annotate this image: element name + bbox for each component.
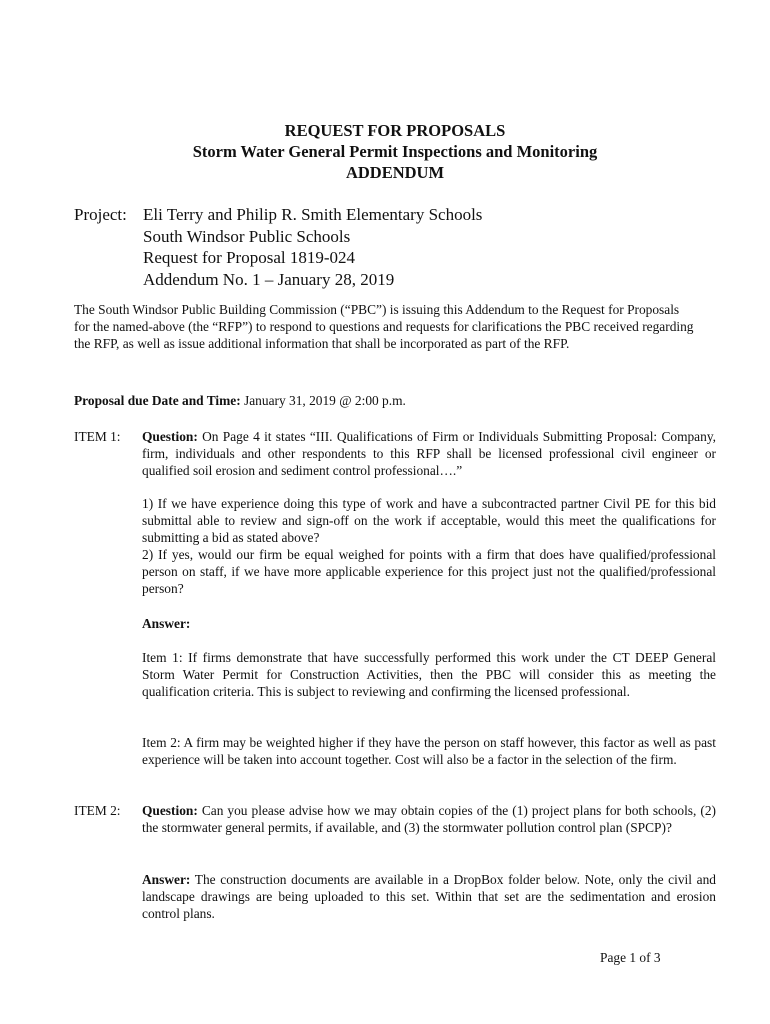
due-date-value: January 31, 2019 @ 2:00 p.m. (240, 393, 406, 408)
project-lines (143, 204, 643, 290)
due-date-line (74, 392, 694, 409)
project-label: Project: (74, 205, 127, 224)
project-line: South Windsor Public Schools (143, 226, 351, 246)
item-1-answer-label: Answer: (142, 616, 191, 631)
due-date-label: Proposal due Date and Time: (74, 393, 241, 408)
question-label: Question: (142, 429, 198, 444)
answer-text: The construction documents are available in a DropBox folder below. Note, only the civil and landscape drawings are being uploaded to this set. Within that set are the sedimentation and erosion control plans. (142, 872, 716, 921)
subquestion-2: 2) If yes, would our firm be equal weighed for points with a firm that does have qualified/professional person on staff, if we have more applicable experience for this project just not the qualified/professional person? (142, 547, 716, 596)
item-1-answer-2: Item 2: A firm may be weighted higher if they have the person on staff however, this factor as well as past experience will be taken into account together. Cost will also be a factor in the selection of the firm. (142, 735, 716, 767)
answer-label: Answer: (142, 872, 191, 887)
item-1-subquestions (142, 495, 716, 597)
item-2-question (142, 802, 716, 836)
question-text: Can you please advise how we may obtain copies of the (1) project plans for both schools, (2) the stormwater general permits, if available, and (3) the stormwater pollution control plan (SPCP)? (142, 803, 716, 835)
doc-subtitle: Storm Water General Permit Inspections and Monitoring (192, 142, 598, 161)
project-line: Addendum No. 1 – January 28, 2019 (143, 269, 395, 289)
question-label: Question: (142, 803, 198, 818)
doc-title: REQUEST FOR PROPOSALS (284, 121, 506, 140)
question-text: On Page 4 it states “III. Qualifications of Firm or Individuals Submitting Proposal: Company, firm, individuals and other respondents to this RFP shall be licensed professional civil engineer or qualified soil erosion and sediment control professional….” (142, 429, 716, 478)
doc-addendum-heading: ADDENDUM (345, 163, 445, 182)
item-2-answer (142, 871, 716, 922)
project-line: Request for Proposal 1819-024 (143, 248, 356, 267)
item-1-answer-1: Item 1: If firms demonstrate that have successfully performed this work under the CT DEEP General Storm Water Permit for Construction Activities, then the PBC will consider this as meeting the qualification criteria. This is subject to reviewing and confirming the licensed professional. (142, 650, 716, 699)
page-number: Page 1 of 3 (600, 950, 661, 965)
item-1-label: ITEM 1: (74, 429, 121, 444)
item-2-label: ITEM 2: (74, 803, 121, 818)
intro-paragraph: The South Windsor Public Building Commission (“PBC”) is issuing this Addendum to the Request for Proposals for the named-above (the “RFP”) to respond to questions and requests for clarifications the PBC received regarding the RFP, as well as issue additional information that shall be incorporated as part of the RFP. (74, 302, 694, 352)
project-line: Eli Terry and Philip R. Smith Elementary Schools (143, 205, 483, 224)
item-1-question (142, 428, 716, 479)
subquestion-1: 1) If we have experience doing this type of work and have a subcontracted partner Civil PE for this bid submittal able to review and sign-off on the work if acceptable, would this meet the qualifications for submitting a bid as stated above? (142, 496, 716, 545)
